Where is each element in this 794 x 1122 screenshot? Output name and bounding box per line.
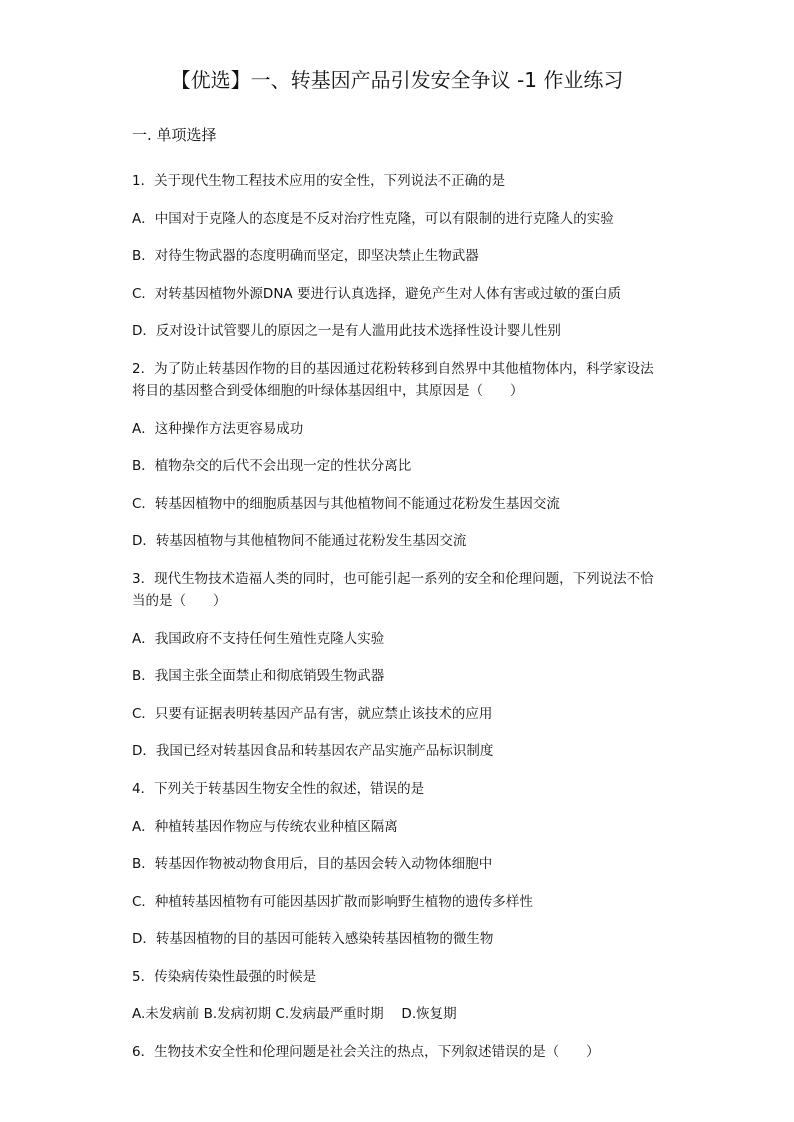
question-3-option-d: D．我国已经对转基因食品和转基因农产品实施产品标识制度	[132, 743, 494, 760]
question-1-option-c: C．对转基因植物外源DNA 要进行认真选择，避免产生对人体有害或过敏的蛋白质	[132, 285, 621, 302]
question-3-option-b: B．我国主张全面禁止和彻底销毁生物武器	[132, 668, 385, 685]
question-2-stem: 2．为了防止转基因作物的目的基因通过花粉转移到自然界中其他植物体内，科学家设法将目的基因整合到受体细胞的叶绿体基因组中，其原因是（ ）	[132, 360, 654, 399]
question-3	[132, 568, 664, 762]
question-6-stem: 6．生物技术安全性和伦理问题是社会关注的热点，下列叙述错误的是（ ）	[132, 1044, 600, 1061]
question-2-option-c: C．转基因植物中的细胞质基因与其他植物间不能通过花粉发生基因交流	[132, 495, 560, 512]
question-3-option-c: C．只要有证据表明转基因产品有害，就应禁止该技术的应用	[132, 705, 493, 722]
question-5-options: A.未发病前 B.发病初期 C.发病最严重时期 D.恢复期	[132, 1006, 457, 1023]
question-5-stem: 5．传染病传染性最强的时候是	[132, 968, 317, 985]
question-6	[132, 1041, 664, 1063]
question-1-option-a: A．中国对于克隆人的态度是不反对治疗性克隆，可以有限制的进行克隆人的实验	[132, 210, 614, 227]
question-3-option-a: A．我国政府不支持任何生殖性克隆人实验	[132, 630, 385, 647]
section-heading: 一. 单项选择	[132, 126, 217, 144]
question-2-option-a: A．这种操作方法更容易成功	[132, 420, 304, 437]
question-3-stem: 3．现代生物技术造福人类的同时，也可能引起一系列的安全和伦理问题，下列说法不恰当的是（ ）	[132, 570, 654, 609]
document-title: 【优选】一、转基因产品引发安全争议 -1 作业练习	[170, 68, 624, 92]
question-2-option-d: D．转基因植物与其他植物间不能通过花粉发生基因交流	[132, 533, 467, 550]
question-1	[132, 170, 664, 342]
question-4-option-d: D．转基因植物的目的基因可能转入感染转基因植物的微生物	[132, 931, 494, 948]
question-4	[132, 778, 664, 950]
question-4-option-b: B．转基因作物被动物食用后，目的基因会转入动物体细胞中	[132, 856, 493, 873]
question-4-option-c: C．种植转基因植物有可能因基因扩散而影响野生植物的遗传多样性	[132, 893, 533, 910]
question-1-option-d: D．反对设计试管婴儿的原因之一是有人滥用此技术选择性设计婴儿性别	[132, 323, 561, 340]
question-4-stem: 4．下列关于转基因生物安全性的叙述，错误的是	[132, 780, 425, 797]
question-2-option-b: B．植物杂交的后代不会出现一定的性状分离比	[132, 458, 412, 475]
question-list	[132, 170, 664, 1079]
question-2	[132, 358, 664, 552]
question-1-stem: 1．关于现代生物工程技术应用的安全性，下列说法不正确的是	[132, 173, 506, 189]
question-4-option-a: A．种植转基因作物应与传统农业种植区隔离	[132, 818, 398, 835]
question-5	[132, 966, 664, 1026]
question-1-option-b: B．对待生物武器的态度明确而坚定，即坚决禁止生物武器	[132, 248, 479, 265]
